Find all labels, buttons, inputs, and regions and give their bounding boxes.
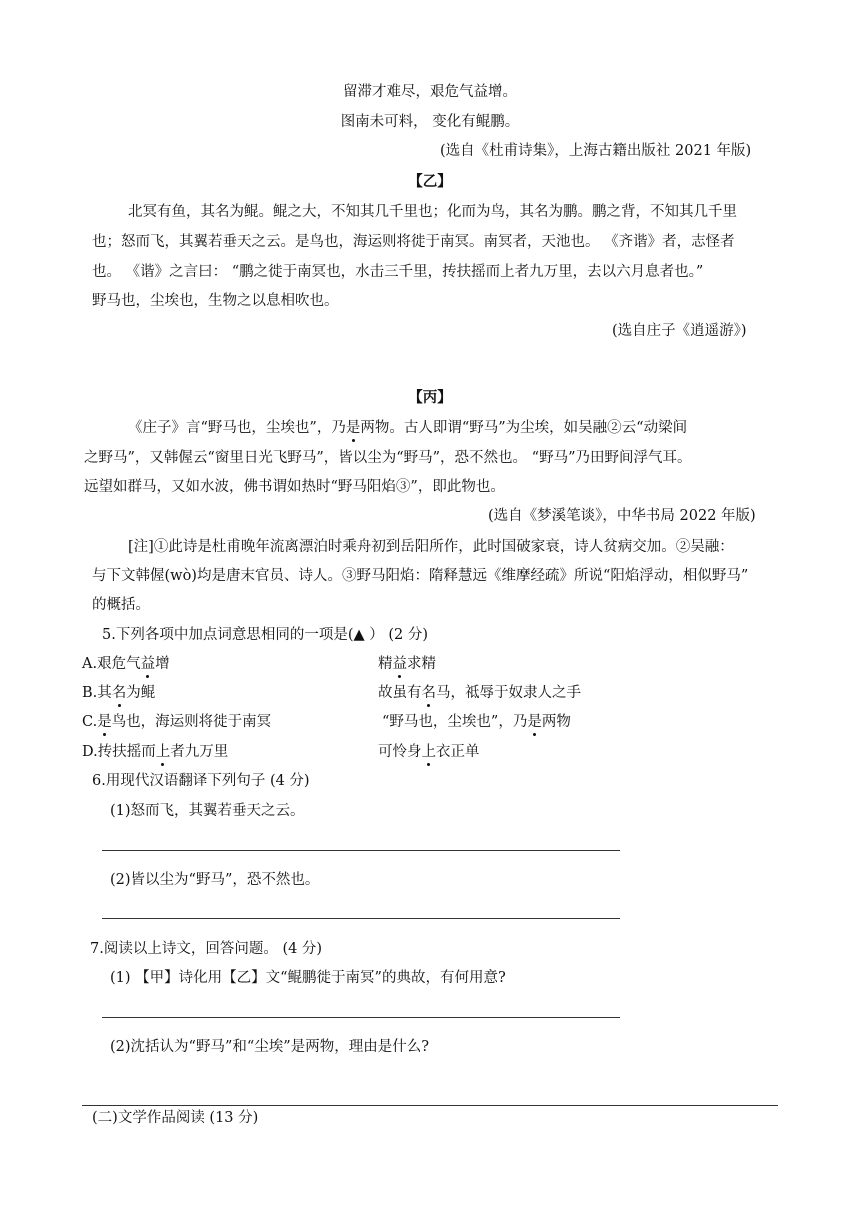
- q5-option-a-left: [82, 654, 170, 674]
- q5-option-a-right: [378, 654, 436, 674]
- yi-line-4: 野马也，尘埃也，生物之以息相吹也。: [92, 293, 339, 309]
- bing-line-1-text-c: 两物。古人即谓“野马”为尘埃，如吴融②云“动梁间: [360, 420, 688, 436]
- q5-a-right-post: 求精: [407, 656, 436, 672]
- q5-a-left-post: 增: [155, 656, 170, 672]
- q5-c-right-dotted: 是: [527, 714, 542, 730]
- q5-c-left-post: 鸟也，海运则将徙于南冥: [111, 714, 272, 730]
- section-2-title: (二)文学作品阅读 (13 分): [92, 1110, 259, 1126]
- q6-answer-line-2[interactable]: [102, 918, 620, 919]
- q5-c-left-dotted: 是: [97, 714, 112, 730]
- poem-source: (选自《杜甫诗集》，上海古籍出版社 2021 年版): [440, 143, 752, 159]
- q5-d-right-post: 衣正单: [436, 744, 480, 760]
- q5-a-right-pre: 精: [378, 656, 393, 672]
- bing-line-3: 远望如群马，又如水波，佛书谓如热时“野马阳焰③”，即此物也。: [84, 479, 505, 495]
- q5-c-right-pre: “野马也，尘埃也”，乃: [382, 714, 528, 730]
- bing-heading: 【丙】: [408, 389, 452, 406]
- q5-option-b-left: [82, 683, 155, 703]
- q5-b-left-dotted: 名: [111, 685, 127, 701]
- q5-d-right-pre: 可怜身: [378, 744, 422, 760]
- q5-d-right-dotted: 上: [421, 744, 436, 760]
- q5-d-left-post: 者九万里: [170, 744, 229, 760]
- q7-question-1: (1) 【甲】诗化用【乙】文“鲲鹏徙于南冥”的典故，有何用意?: [110, 970, 506, 986]
- bing-line-2: 之野马”，又韩偓云“窗里日光飞野马”，皆以尘为“野马”，恐不然也。 “野马”乃田野间浮气耳。: [84, 450, 692, 466]
- q5-stem: 5.下列各项中加点词意思相同的一项是(▲ ） (2 分): [102, 627, 429, 643]
- q5-d-left-pre: D.抟扶摇而: [82, 744, 156, 760]
- bing-dotted-shi: 是: [345, 420, 361, 436]
- q5-b-right-dotted: 名: [421, 685, 436, 701]
- q5-b-right-pre: 故虽有: [378, 685, 422, 701]
- q7-stem: 7.阅读以上诗文，回答问题。 (4 分): [90, 941, 323, 957]
- q5-a-left-pre: A.艰危气: [82, 656, 141, 672]
- poem-line-2: 图南未可料， 变化有鲲鹏。: [340, 114, 520, 130]
- q5-option-d-right: [378, 742, 480, 762]
- q5-a-left-dotted: 益: [140, 656, 156, 672]
- q5-option-c-right: [382, 712, 571, 732]
- q5-option-b-right: [378, 683, 581, 703]
- q5-option-c-left: [82, 712, 271, 732]
- q5-c-right-post: 两物: [541, 714, 571, 730]
- q6-sentence-2: (2)皆以尘为“野马”，恐不然也。: [110, 872, 320, 888]
- bing-line-1-text-a: 《庄子》言“野马也，尘埃也”，乃: [128, 420, 346, 436]
- yi-line-3: 也。 《谐》之言曰： “鹏之徙于南冥也，水击三千里，抟扶摇而上者九万里，去以六月息者也。”: [92, 264, 704, 280]
- yi-line-2: 也；怒而飞，其翼若垂天之云。是鸟也，海运则将徙于南冥。南冥者，天池也。 《齐谐》者，志怪者: [92, 234, 735, 250]
- yi-heading: 【乙】: [408, 173, 452, 190]
- q5-c-left-pre: C.: [82, 714, 98, 730]
- q5-b-right-post: 马，祗辱于奴隶人之手: [436, 685, 581, 701]
- poem-line-1: 留滞才难尽，艰危气益增。: [343, 84, 517, 100]
- section-divider: [82, 1105, 778, 1106]
- q6-sentence-1: (1)怒而飞，其翼若垂天之云。: [110, 803, 305, 819]
- q5-a-right-dotted: 益: [392, 656, 407, 672]
- bing-source: (选自《梦溪笔谈》，中华书局 2022 年版): [488, 508, 756, 524]
- q5-b-left-post: 为鲲: [126, 685, 156, 701]
- q5-d-left-dotted: 上: [155, 744, 171, 760]
- note-line-1: [注]①此诗是杜甫晚年流离漂泊时乘舟初到岳阳所作，此时国破家衰，诗人贫病交加。②吴融：: [128, 539, 734, 555]
- q6-answer-line-1[interactable]: [102, 850, 620, 851]
- q5-b-left-pre: B.其: [82, 685, 112, 701]
- q5-option-d-left: [82, 742, 228, 762]
- q7-answer-line-1[interactable]: [102, 1017, 620, 1018]
- q7-question-2: (2)沈括认为“野马”和“尘埃”是两物，理由是什么?: [110, 1039, 429, 1055]
- q6-stem: 6.用现代汉语翻译下列句子 (4 分): [92, 773, 310, 789]
- yi-source: (选自庄子《逍遥游》): [612, 323, 747, 339]
- note-line-3: 的概括。: [92, 597, 150, 613]
- bing-line-1: [128, 418, 687, 438]
- yi-line-1: 北冥有鱼，其名为鲲。鲲之大，不知其几千里也；化而为鸟，其名为鹏。鹏之背，不知其几千里: [128, 204, 737, 220]
- note-line-2: 与下文韩偓(wò)均是唐末官员、诗人。③野马阳焰：隋释慧远《维摩经疏》所说“阳焰浮动，相似野马”: [92, 568, 749, 584]
